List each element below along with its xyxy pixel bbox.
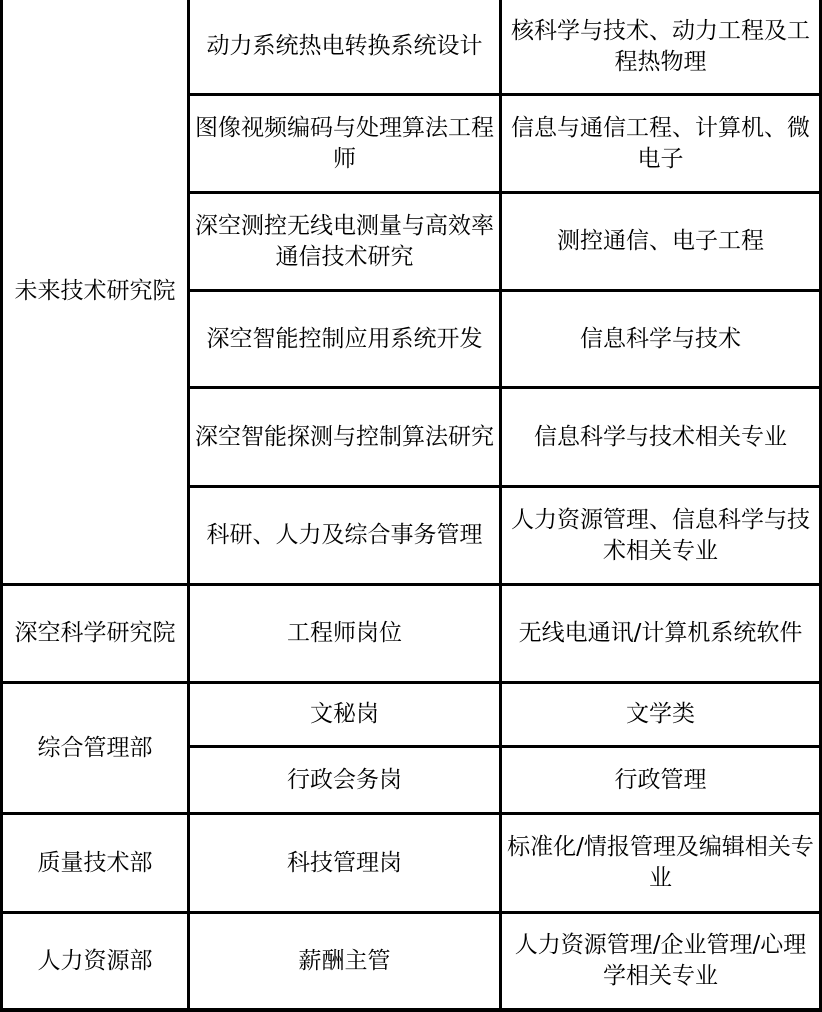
major-cell: 测控通信、电子工程 <box>557 228 764 254</box>
major-cell: 信息科学与技术 <box>580 325 741 352</box>
major-cell: 人力资源管理、信息科学与技术相关专业 <box>511 506 810 564</box>
department-cell: 质量技术部 <box>37 849 153 876</box>
position-cell: 深空智能控制应用系统开发 <box>206 325 483 352</box>
major-cell: 无线电通讯/计算机系统软件 <box>518 620 803 646</box>
table-border-bottom <box>0 1008 822 1012</box>
position-cell: 文秘岗 <box>310 701 379 727</box>
major-cell: 信息与通信工程、计算机、微电子 <box>511 114 810 172</box>
major-cell: 文学类 <box>626 701 695 727</box>
department-cell: 未来技术研究院 <box>14 278 176 304</box>
position-cell: 图像视频编码与处理算法工程师 <box>195 114 494 172</box>
major-cell: 人力资源管理/企业管理/心理学相关专业 <box>514 932 807 989</box>
major-cell: 行政管理 <box>614 766 707 793</box>
major-cell: 信息科学与技术相关专业 <box>534 423 787 450</box>
department-cell: 综合管理部 <box>37 734 153 761</box>
position-cell: 深空智能探测与控制算法研究 <box>195 423 494 450</box>
position-cell: 深空测控无线电测量与高效率通信技术研究 <box>195 212 494 270</box>
position-cell: 科研、人力及综合事务管理 <box>206 522 483 548</box>
position-cell: 行政会务岗 <box>287 766 402 793</box>
position-cell: 科技管理岗 <box>287 849 402 876</box>
department-cell: 深空科学研究院 <box>14 620 176 646</box>
position-cell: 工程师岗位 <box>287 620 402 646</box>
position-cell: 动力系统热电转换系统设计 <box>206 33 483 59</box>
major-cell: 核科学与技术、动力工程及工程热物理 <box>511 17 810 75</box>
major-cell: 标准化/情报管理及编辑相关专业 <box>507 834 814 891</box>
department-cell: 人力资源部 <box>37 947 153 974</box>
position-cell: 薪酬主管 <box>298 947 391 974</box>
